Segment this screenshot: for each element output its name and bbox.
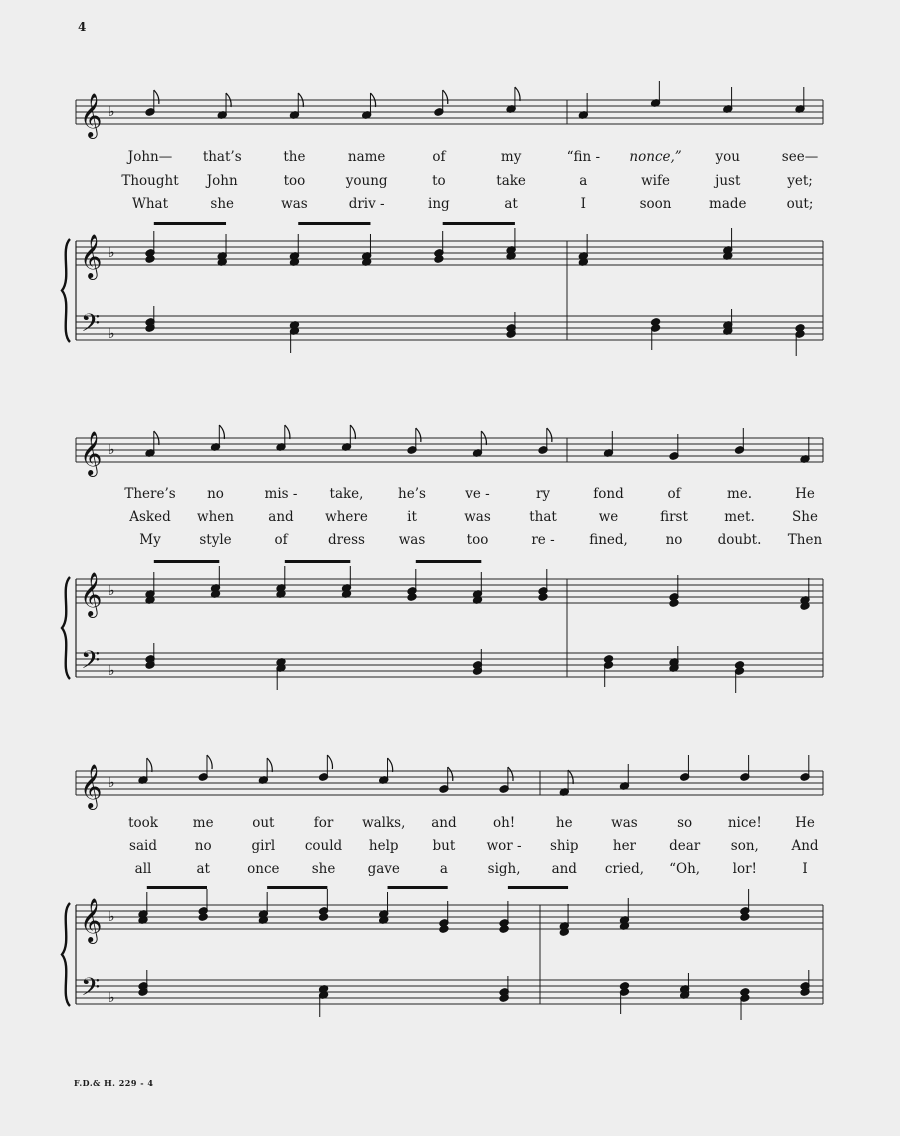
- lyric-syllable: oh!: [492, 815, 516, 831]
- lyric-syllable: too: [466, 532, 489, 548]
- lyric-syllable: fond: [593, 486, 624, 502]
- lyric-syllable: ship: [549, 838, 579, 854]
- lyric-syllable: And: [791, 838, 819, 854]
- note-beam: [154, 560, 220, 563]
- piano-bass-staff: [76, 980, 823, 1004]
- lyric-syllable: out: [252, 815, 275, 831]
- lyric-syllable: made: [709, 196, 747, 212]
- lyric-syllable: took: [128, 815, 158, 831]
- lyric-syllable: style: [199, 532, 232, 548]
- lyric-syllable: no: [194, 838, 212, 854]
- piano-brace-icon: [62, 577, 70, 679]
- treble-clef-icon: 𝄞: [80, 431, 103, 475]
- lyric-syllable: I: [580, 196, 587, 212]
- lyric-syllable: sigh,: [487, 861, 521, 877]
- lyric-syllable: just: [715, 173, 741, 189]
- bass-clef-icon: 𝄢: [81, 646, 101, 681]
- lyric-syllable: He: [795, 815, 815, 831]
- piano-treble-staff: [76, 905, 823, 929]
- note-flag: [285, 425, 290, 439]
- note-flag: [448, 767, 453, 781]
- lyric-syllable: nonce,”: [629, 149, 682, 165]
- key-signature-flat-icon: ♭: [108, 909, 115, 925]
- lyric-syllable: too: [283, 173, 306, 189]
- publisher-plate-number: F.D.& H. 229 - 4: [74, 1078, 154, 1088]
- lyric-syllable: John: [206, 173, 238, 189]
- treble-clef-icon: 𝄞: [80, 234, 103, 278]
- lyric-syllable: first: [660, 509, 688, 525]
- lyric-syllable: John—: [127, 149, 173, 165]
- lyric-syllable: you: [715, 149, 741, 165]
- lyric-syllable: it: [407, 509, 417, 525]
- lyric-syllable: that: [529, 509, 557, 525]
- note-flag: [388, 758, 393, 772]
- key-signature-flat-icon: ♭: [108, 442, 115, 458]
- note-beam: [298, 222, 370, 225]
- lyric-syllable: a: [579, 173, 588, 189]
- lyric-syllable: so: [677, 815, 693, 831]
- lyric-syllable: the: [283, 149, 306, 165]
- treble-clef-icon: 𝄞: [80, 572, 103, 616]
- lyric-syllable: I: [802, 861, 808, 877]
- lyric-syllable: gave: [367, 861, 400, 877]
- lyric-syllable: and: [431, 815, 457, 831]
- note-flag: [547, 428, 552, 442]
- lyric-syllable: lor!: [732, 861, 757, 877]
- note-flag: [515, 87, 520, 101]
- lyric-syllable: dear: [669, 838, 701, 854]
- lyric-syllable: no: [665, 532, 683, 548]
- lyric-syllable: yet;: [787, 173, 813, 189]
- key-signature-flat-icon: ♭: [108, 245, 115, 261]
- note-beam: [416, 560, 482, 563]
- lyric-syllable: driv -: [348, 196, 385, 212]
- note-flag: [219, 425, 224, 439]
- lyric-syllable: nice!: [727, 815, 762, 831]
- lyric-syllable: said: [129, 838, 157, 854]
- lyric-syllable: What: [131, 196, 169, 212]
- lyric-syllable: where: [325, 509, 368, 525]
- treble-clef-icon: 𝄞: [80, 898, 103, 942]
- lyric-syllable: He: [795, 486, 815, 502]
- note-flag: [327, 755, 332, 769]
- page-number: 4: [78, 20, 87, 34]
- note-flag: [508, 767, 513, 781]
- key-signature-flat-icon: ♭: [108, 583, 115, 599]
- notes: [138, 81, 810, 1020]
- lyric-syllable: wor -: [486, 838, 522, 854]
- lyric-syllable: re -: [531, 532, 555, 548]
- lyric-syllable: fined,: [589, 532, 628, 548]
- vocal-staff: [76, 771, 823, 795]
- lyric-syllable: her: [612, 838, 637, 854]
- note-flag: [267, 758, 272, 772]
- note-beam: [267, 886, 327, 889]
- lyric-syllable: my: [500, 149, 522, 165]
- lyric-syllable: for: [313, 815, 334, 831]
- note-beam: [154, 222, 226, 225]
- lyric-syllable: There’s: [124, 486, 176, 502]
- lyric-syllable: ing: [428, 196, 450, 212]
- note-flag: [416, 428, 421, 442]
- lyric-syllable: wife: [641, 173, 670, 189]
- piano-brace-icon: [62, 239, 70, 342]
- note-flag: [207, 755, 212, 769]
- note-flag: [154, 90, 159, 104]
- lyric-syllable: of: [432, 149, 446, 165]
- lyric-syllable: dress: [328, 532, 365, 548]
- lyric-syllable: She: [792, 509, 818, 525]
- lyric-syllable: of: [667, 486, 681, 502]
- lyric-syllable: My: [139, 532, 161, 548]
- lyric-syllable: was: [464, 509, 491, 525]
- lyric-syllable: she: [210, 196, 235, 212]
- lyric-syllable: me: [192, 815, 214, 831]
- lyric-syllable: all: [134, 861, 152, 877]
- lyric-syllable: but: [432, 838, 456, 854]
- bass-clef-icon: 𝄢: [81, 309, 101, 344]
- note-flag: [147, 758, 152, 772]
- lyric-syllable: son,: [730, 838, 759, 854]
- treble-clef-icon: 𝄞: [80, 93, 103, 137]
- lyric-syllable: Then: [787, 532, 823, 548]
- piano-bass-staff: [76, 316, 823, 340]
- lyric-syllable: at: [196, 861, 210, 877]
- piano-treble-staff: [76, 579, 823, 603]
- lyric-syllable: when: [197, 509, 234, 525]
- lyric-syllable: “Oh,: [669, 861, 701, 877]
- piano-treble-staff: [76, 241, 823, 265]
- lyric-syllable: he: [555, 815, 573, 831]
- lyric-syllable: help: [368, 838, 399, 854]
- lyric-syllable: no: [207, 486, 224, 502]
- lyric-syllable: a: [439, 861, 448, 877]
- note-flag: [350, 425, 355, 439]
- lyric-syllable: we: [598, 509, 619, 525]
- lyric-syllable: of: [274, 532, 288, 548]
- vocal-staff: [76, 100, 823, 124]
- lyric-syllable: met.: [724, 509, 755, 525]
- lyric-syllable: see—: [781, 149, 819, 165]
- lyric-syllable: to: [432, 173, 446, 189]
- key-signature-flat-icon: ♭: [108, 104, 115, 120]
- lyric-syllable: mis -: [264, 486, 298, 502]
- bass-clef-icon: 𝄢: [81, 973, 101, 1008]
- lyric-syllable: and: [551, 861, 577, 877]
- lyric-syllable: out;: [786, 196, 814, 212]
- lyric-syllable: young: [345, 173, 388, 189]
- piano-brace-icon: [62, 903, 70, 1006]
- lyric-syllable: Thought: [121, 173, 179, 189]
- key-signature-flat-icon: ♭: [108, 775, 115, 791]
- note-flag: [443, 90, 448, 104]
- lyric-syllable: was: [611, 815, 638, 831]
- key-signature-flat-icon: ♭: [108, 326, 115, 342]
- lyric-syllable: name: [347, 149, 386, 165]
- key-signature-flat-icon: ♭: [108, 663, 115, 679]
- lyric-syllable: take,: [329, 486, 364, 502]
- lyric-syllable: she: [311, 861, 336, 877]
- lyric-syllable: Asked: [129, 509, 171, 525]
- note-beam: [508, 886, 568, 889]
- lyric-syllable: was: [398, 532, 426, 548]
- lyric-syllable: and: [268, 509, 294, 525]
- note-beam: [388, 886, 448, 889]
- lyric-syllable: soon: [639, 196, 672, 212]
- lyric-syllable: take: [496, 173, 526, 189]
- lyric-syllable: could: [304, 838, 343, 854]
- lyric-syllable: that’s: [202, 149, 242, 165]
- lyrics: [121, 149, 822, 877]
- lyric-syllable: walks,: [362, 815, 406, 831]
- lyric-syllable: ry: [535, 486, 551, 502]
- note-beam: [147, 886, 207, 889]
- vocal-staff: [76, 438, 823, 462]
- lyric-syllable: “fin -: [566, 149, 601, 165]
- lyric-syllable: doubt.: [717, 532, 762, 548]
- lyric-syllable: once: [247, 861, 280, 877]
- lyric-syllable: girl: [251, 838, 276, 854]
- lyric-syllable: cried,: [604, 861, 645, 877]
- treble-clef-icon: 𝄞: [80, 764, 103, 808]
- note-beam: [443, 222, 515, 225]
- lyric-syllable: at: [504, 196, 518, 212]
- lyric-syllable: he’s: [398, 486, 426, 502]
- lyric-syllable: was: [281, 196, 308, 212]
- piano-bass-staff: [76, 653, 823, 677]
- key-signature-flat-icon: ♭: [108, 990, 115, 1006]
- lyric-syllable: me.: [726, 486, 753, 502]
- note-beam: [285, 560, 351, 563]
- lyric-syllable: ve -: [465, 486, 490, 502]
